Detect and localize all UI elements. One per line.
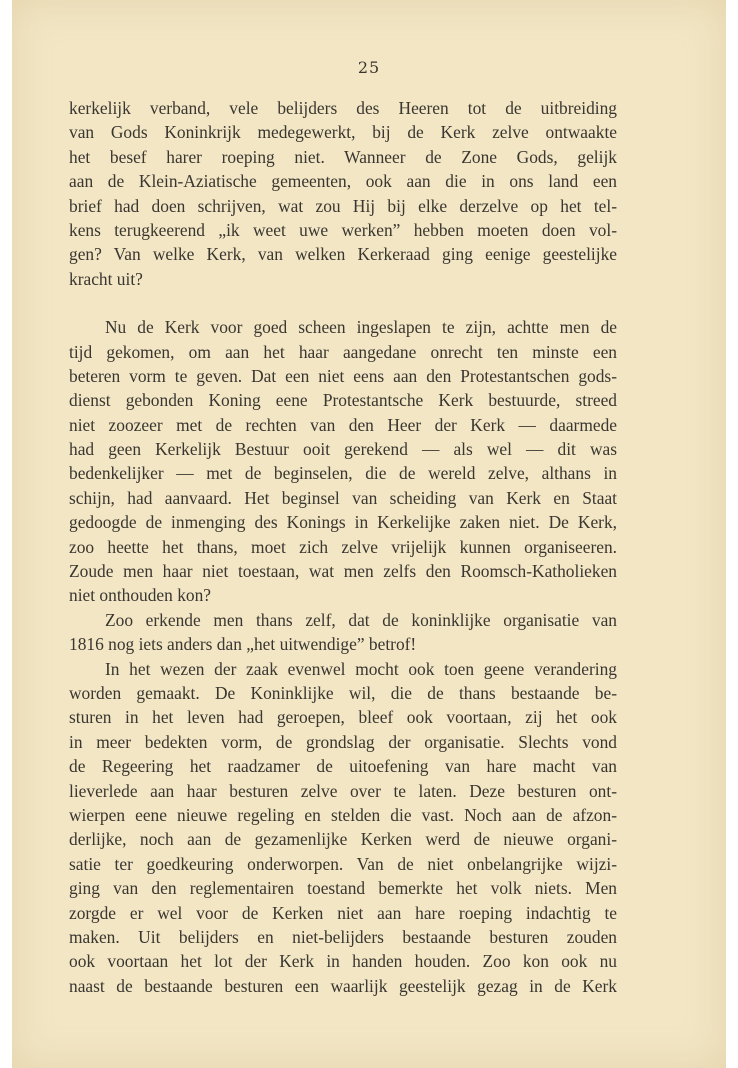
text-line: bedenkelijker — met de beginselen, die de wereld zelve, althans in <box>69 463 617 484</box>
text-line: satie ter goedkeuring onderworpen. Van de niet onbelangrijke wijzi- <box>69 853 617 874</box>
body-text <box>69 96 617 998</box>
text-line: aan de Klein-Aziatische gemeenten, ook aan die in ons land een <box>69 171 617 192</box>
text-line: het besef harer roeping niet. Wanneer de Zone Gods, gelijk <box>69 146 617 167</box>
text-line: ging van den reglementairen toestand bemerkte het volk niets. Men <box>69 878 617 899</box>
text-line: Zoo erkende men thans zelf, dat de koninklijke organisatie van <box>105 609 617 630</box>
text-line: van Gods Koninkrijk medegewerkt, bij de Kerk zelve ontwaakte <box>69 122 617 143</box>
text-line: naast de bestaande besturen een waarlijk geestelijk gezag in de Kerk <box>69 975 617 996</box>
text-line: schijn, had aanvaard. Het beginsel van scheiding van Kerk en Staat <box>69 487 617 508</box>
paragraph-4 <box>69 657 617 998</box>
paragraph-spacer <box>69 291 617 315</box>
text-line: kracht uit? <box>69 268 143 289</box>
paragraph-3 <box>69 608 617 657</box>
text-line: kens terugkeerend „ik weet uwe werken” hebben moeten doen vol- <box>69 219 617 240</box>
paragraph-2 <box>69 315 617 608</box>
text-line: derlijke, noch aan de gezamenlijke Kerken werd de nieuwe organi- <box>69 829 617 850</box>
text-line: Zoude men haar niet toestaan, wat men zelfs den Roomsch-Katholieken <box>69 561 617 582</box>
text-line: sturen in het leven had geroepen, bleef ook voortaan, zij het ook <box>69 707 617 728</box>
text-line: in meer bedekten vorm, de grondslag der organisatie. Slechts vond <box>69 731 617 752</box>
text-line: In het wezen der zaak evenwel mocht ook toen geene verandering <box>105 658 617 679</box>
text-line: zorgde er wel voor de Kerken niet aan hare roeping indachtig te <box>69 902 617 923</box>
text-line: beteren vorm te geven. Dat een niet eens aan den Protestantschen gods- <box>69 365 617 386</box>
text-line: wierpen eene nieuwe regeling en stelden die vast. Noch aan de afzon- <box>69 804 617 825</box>
text-line: had geen Kerkelijk Bestuur ooit gerekend — als wel — dit was <box>69 439 617 460</box>
text-line: gedoogde de inmenging des Konings in Kerkelijke zaken niet. De Kerk, <box>69 512 617 533</box>
text-line: 1816 nog iets anders dan „het uitwendige” betrof! <box>69 634 417 655</box>
text-line: ook voortaan het lot der Kerk in handen houden. Zoo kon ook nu <box>69 951 617 972</box>
page-number: 25 <box>357 58 381 77</box>
text-line: tijd gekomen, om aan het haar aangedane onrecht ten minste een <box>69 341 617 362</box>
text-line: kerkelijk verband, vele belijders des Heeren tot de uitbreiding <box>69 98 617 118</box>
text-line: niet zoozeer met de rechten van den Heer der Kerk — daarmede <box>69 414 617 435</box>
text-line: gen? Van welke Kerk, van welken Kerkeraad ging eenige geestelijke <box>69 244 617 265</box>
text-line: maken. Uit belijders en niet-belijders bestaande besturen zouden <box>69 926 617 947</box>
text-line: worden gemaakt. De Koninklijke wil, die de thans bestaande be- <box>69 682 617 703</box>
text-line: brief had doen schrijven, wat zou Hij bij elke derzelve op het tel- <box>69 195 617 216</box>
text-line: niet onthouden kon? <box>69 585 211 606</box>
text-line: de Regeering het raadzamer de uitoefening van hare macht van <box>69 756 617 777</box>
paragraph-1 <box>69 96 617 291</box>
text-line: Nu de Kerk voor goed scheen ingeslapen te zijn, achtte men de <box>105 317 617 338</box>
text-line: dienst gebonden Koning eene Protestantsche Kerk bestuurde, streed <box>69 390 617 411</box>
text-line: lieverlede aan haar besturen zelve over te laten. Deze besturen ont- <box>69 780 617 801</box>
text-line: zoo heette het thans, moet zich zelve vrijelijk kunnen organiseeren. <box>69 536 617 557</box>
